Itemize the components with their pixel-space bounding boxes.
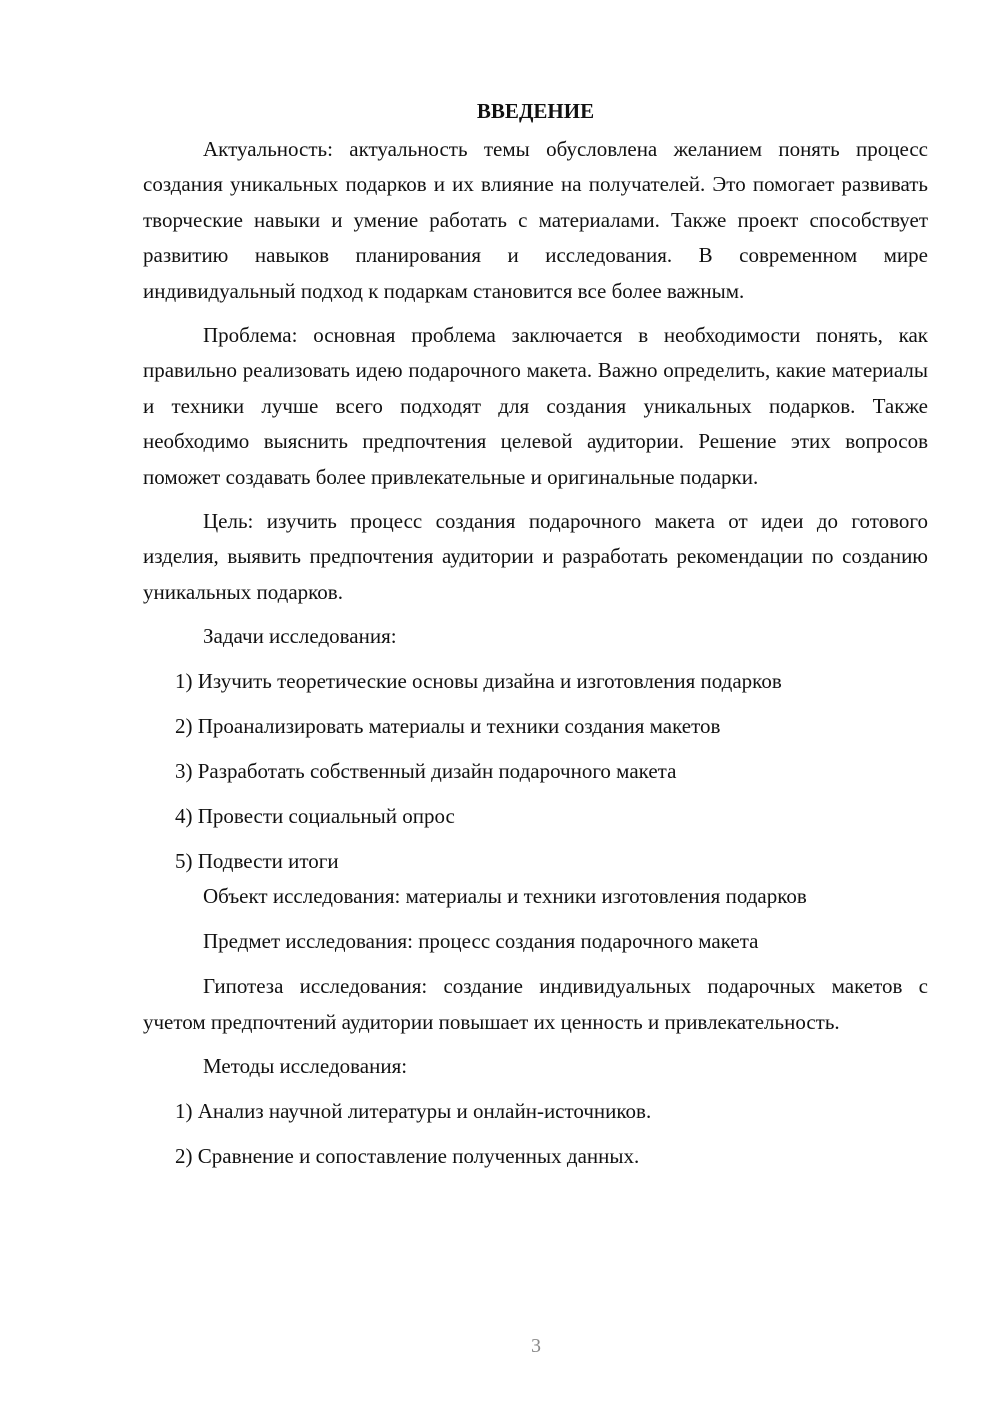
problem-paragraph: Проблема: основная проблема заключается в необходимости понять, как правильно реализовать идею подарочного макета. Важно определить, какие материалы и техники лучше всего подходят для создания уникальных подарков. Также необходимо выяснить предпочтения целевой аудитории. Решение этих вопросов поможет создавать более привлекательные и оригинальные подарки. — [143, 323, 928, 489]
research-object: Объект исследования: материалы и техники изготовления подарков — [203, 884, 807, 909]
page-title: ВВЕДЕНИЕ — [476, 99, 595, 123]
goal-paragraph: Цель: изучить процесс создания подарочного макета от идеи до готового изделия, выявить предпочтения аудитории и разработать рекомендации по созданию уникальных подарков. — [143, 509, 928, 604]
relevance-paragraph: Актуальность: актуальность темы обусловлена желанием понять процесс создания уникальных подарков и их влияние на получателей. Это помогает развивать творческие навыки и умение работать с материалами. Также проект способствует развитию навыков планирования и исследования. В современном мире индивидуальный подход к подаркам становится все более важным. — [143, 137, 928, 303]
page-number: 3 — [531, 1335, 541, 1357]
task-item-4: 4) Провести социальный опрос — [175, 804, 455, 829]
document-page — [143, 96, 928, 1184]
research-subject: Предмет исследования: процесс создания подарочного макета — [203, 929, 759, 954]
task-item-2: 2) Проанализировать материалы и техники создания макетов — [175, 714, 721, 739]
tasks-heading: Задачи исследования: — [203, 624, 397, 649]
task-item-1: 1) Изучить теоретические основы дизайна и изготовления подарков — [175, 669, 782, 694]
hypothesis-paragraph: Гипотеза исследования: создание индивидуальных подарочных макетов с учетом предпочтений аудитории повышает их ценность и привлекательность. — [143, 974, 928, 1034]
method-item-1: 1) Анализ научной литературы и онлайн-источников. — [175, 1099, 652, 1124]
methods-heading: Методы исследования: — [203, 1054, 408, 1079]
task-item-5: 5) Подвести итоги — [175, 849, 339, 874]
method-item-2: 2) Сравнение и сопоставление полученных данных. — [175, 1144, 640, 1169]
task-item-3: 3) Разработать собственный дизайн подарочного макета — [175, 759, 677, 784]
